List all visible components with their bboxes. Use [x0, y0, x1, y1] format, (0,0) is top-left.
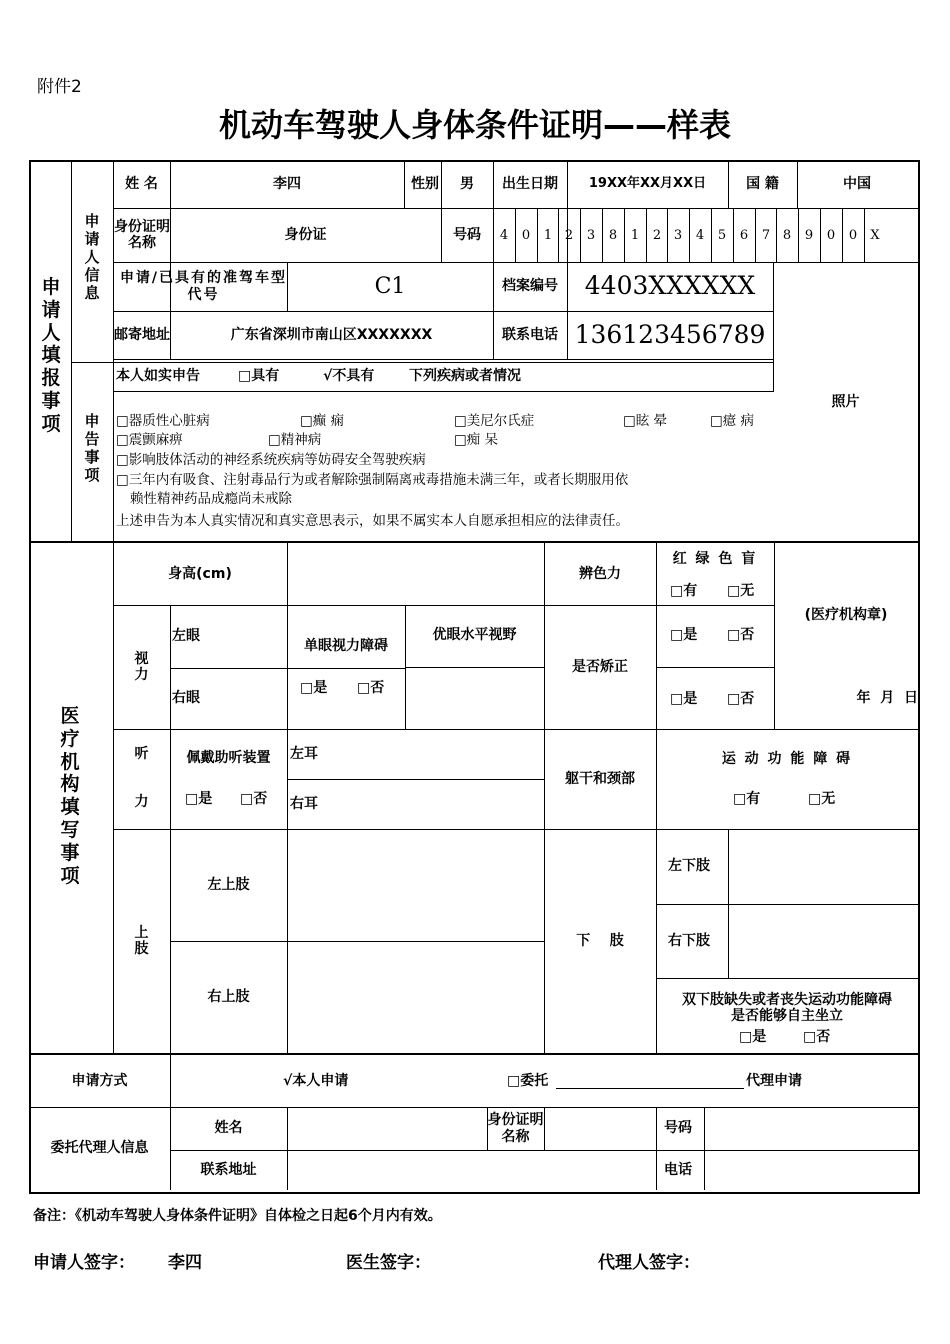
declaration-opt-has[interactable]: □具有 [238, 368, 280, 385]
file-no-label: 档案编号 [502, 278, 558, 295]
decl-meniere[interactable]: □美尼尔氏症 [454, 413, 535, 429]
applicant-section-label: 申请人填报事项 [41, 276, 61, 435]
vision-label-text: 视力 [134, 650, 149, 683]
trunk-label: 躯干和颈部 [565, 770, 635, 787]
decl-psychosis[interactable]: □精神病 [268, 432, 322, 448]
right-corrected-yes[interactable]: □是 [670, 690, 698, 707]
right-ear-label: 右耳 [290, 795, 318, 812]
id-digit: 3 [586, 228, 596, 243]
stamp-label: (医疗机构章) [804, 606, 888, 623]
id-digit: 0 [521, 228, 531, 243]
agent-phone-label: 电话 [664, 1161, 692, 1178]
color-blind-no[interactable]: □无 [727, 582, 755, 599]
decl-drugs-cont: 赖性精神药品成瘾尚未戒除 [130, 491, 292, 507]
decl-vertigo[interactable]: □眩 晕 [623, 413, 668, 429]
left-eye-label: 左眼 [172, 628, 200, 645]
medical-section-label: 医疗机构填写事项 [60, 705, 80, 887]
license-value: C1 [374, 273, 406, 299]
decl-hysteria[interactable]: □癔 病 [710, 413, 755, 429]
left-ear-label: 左耳 [290, 745, 318, 762]
license-label: 申请/已具有的准驾车型代号 [119, 270, 288, 303]
applicant-signature-label: 申请人签字： [33, 1253, 135, 1273]
id-type-label: 身份证明名称 [114, 218, 170, 251]
attachment-label: 附件2 [37, 77, 82, 97]
sex-label: 性别 [411, 175, 439, 192]
id-digit: 4 [695, 228, 705, 243]
applicant-signature-value[interactable]: 李四 [168, 1253, 202, 1273]
id-digit: 4 [499, 228, 509, 243]
id-digit: 1 [543, 228, 553, 243]
id-digit: 5 [717, 228, 727, 243]
hearing-label [113, 729, 170, 829]
both-lower-no[interactable]: □否 [803, 1028, 831, 1045]
decl-statement: 上述申告为本人真实情况和真实意思表示，如果不属实本人自愿承担相应的法律责任。 [116, 513, 629, 529]
decl-heart[interactable]: □器质性心脏病 [116, 413, 210, 429]
motor-label: 运 动 功 能 障 碍 [721, 750, 853, 767]
left-upper-label: 左上肢 [207, 876, 250, 893]
agent-no-value[interactable] [704, 1107, 917, 1150]
stamp-date: 年 月 日 [856, 689, 918, 706]
agent-name-value[interactable] [287, 1107, 487, 1150]
dob-value: 19XX年XX月XX日 [588, 175, 707, 191]
agent-id-value[interactable] [544, 1107, 656, 1150]
agent-info-label: 委托代理人信息 [50, 1140, 149, 1157]
declaration-label: 申告事项 [84, 412, 100, 484]
height-label: 身高(cm) [168, 565, 232, 582]
declaration-header-tail: 下列疾病或者情况 [409, 368, 521, 385]
color-blind-yes[interactable]: □有 [670, 582, 698, 599]
left-corrected-no[interactable]: □否 [727, 626, 755, 643]
corrected-label: 是否矫正 [572, 658, 628, 675]
right-eye-label: 右眼 [172, 690, 200, 707]
height-value[interactable] [287, 543, 544, 605]
id-digit: 6 [739, 228, 749, 243]
photo-label: 照片 [831, 393, 860, 410]
hearing-aid-no[interactable]: □否 [240, 790, 268, 807]
entrust-name-blank[interactable] [556, 1088, 744, 1089]
right-corrected-no[interactable]: □否 [727, 690, 755, 707]
id-digit: 8 [608, 228, 618, 243]
photo-box[interactable] [774, 262, 917, 542]
id-digit: 9 [804, 228, 814, 243]
motor-no[interactable]: □无 [808, 790, 836, 807]
agent-phone-value[interactable] [704, 1150, 917, 1190]
both-lower-label: 双下肢缺失或者丧失运动功能障碍是否能够自主坐立 [682, 991, 892, 1024]
agent-signature-label: 代理人签字： [598, 1253, 700, 1273]
nationality-value: 中国 [843, 175, 871, 192]
phone-value: 136123456789 [574, 319, 766, 349]
apply-method-label: 申请方式 [71, 1072, 128, 1089]
validity-note: 备注：《机动车驾驶人身体条件证明》自体检之日起6个月内有效。 [33, 1208, 442, 1224]
page-title: 机动车驾驶人身体条件证明——样表 [218, 106, 731, 144]
id-digit: 2 [652, 228, 662, 243]
dob-label: 出生日期 [502, 175, 558, 192]
agent-addr-value[interactable] [287, 1150, 656, 1190]
apply-entrust-option[interactable]: □委托 [507, 1072, 549, 1089]
right-upper-label: 右上肢 [207, 988, 250, 1005]
nationality-label: 国 籍 [746, 175, 779, 192]
id-number-label: 号码 [453, 226, 481, 243]
decl-neuro[interactable]: □影响肢体活动的神经系统疾病等妨碍安全驾驶疾病 [116, 452, 426, 468]
agent-id-label: 身份证明名称 [487, 1112, 544, 1145]
agent-addr-label: 联系地址 [200, 1161, 257, 1178]
decl-drugs[interactable]: □三年内有吸食、注射毒品行为或者解除强制隔离戒毒措施未满三年，或者长期服用依 [116, 472, 629, 488]
left-lower-label: 左下肢 [668, 858, 710, 875]
motor-yes[interactable]: □有 [733, 790, 761, 807]
doctor-signature-label: 医生签字： [346, 1253, 431, 1273]
phone-label: 联系电话 [502, 326, 558, 343]
id-type-value: 身份证 [284, 226, 327, 243]
left-corrected-yes[interactable]: □是 [670, 626, 698, 643]
id-digit: 0 [826, 228, 836, 243]
right-lower-label: 右下肢 [668, 932, 710, 949]
id-digit: 7 [761, 228, 771, 243]
declaration-opt-not[interactable]: √不具有 [323, 368, 375, 385]
color-label: 辨色力 [579, 565, 621, 582]
hearing-label-text: 听力 [134, 746, 149, 810]
both-lower-yes[interactable]: □是 [739, 1028, 767, 1045]
declaration-header: 本人如实申告 [116, 368, 200, 385]
field-vision-label: 优眼水平视野 [432, 627, 517, 643]
id-digit: 2 [564, 228, 574, 243]
address-value: 广东省深圳市南山区XXXXXXX [230, 326, 433, 343]
mono-vision-label: 单眼视力障碍 [304, 637, 388, 654]
vision-label [113, 605, 170, 729]
decl-dementia[interactable]: □痴 呆 [454, 432, 499, 448]
id-digit: 3 [673, 228, 683, 243]
hearing-aid-label: 佩戴助听装置 [186, 749, 271, 766]
mono-vision-no[interactable]: □否 [357, 679, 385, 696]
mono-vision-yes[interactable]: □是 [300, 679, 328, 696]
upper-limb-label-text: 上肢 [134, 924, 149, 957]
id-digit: 0 [848, 228, 858, 243]
address-label: 邮寄地址 [114, 326, 170, 343]
name-label: 姓 名 [125, 175, 158, 192]
upper-limb-label [113, 829, 170, 1053]
file-no-value: 4403XXXXXX [584, 271, 756, 301]
id-digit: X [870, 228, 880, 243]
hearing-aid-yes[interactable]: □是 [185, 790, 213, 807]
apply-self-option[interactable]: √本人申请 [283, 1072, 349, 1089]
decl-parkinson[interactable]: □震颤麻痹 [116, 432, 183, 448]
agent-no-label: 号码 [664, 1120, 692, 1137]
id-digit: 1 [630, 228, 640, 243]
lower-limb-label: 下 肢 [576, 932, 624, 949]
applicant-info-label: 申请人信息 [84, 212, 100, 302]
id-digit: 8 [782, 228, 792, 243]
agent-name-label: 姓名 [214, 1120, 243, 1137]
name-value: 李四 [273, 175, 301, 192]
color-blind-label: 红 绿 色 盲 [672, 550, 758, 567]
apply-agent-suffix: 代理申请 [746, 1072, 802, 1089]
decl-epilepsy[interactable]: □癫 痫 [300, 413, 345, 429]
sex-value: 男 [460, 175, 474, 192]
